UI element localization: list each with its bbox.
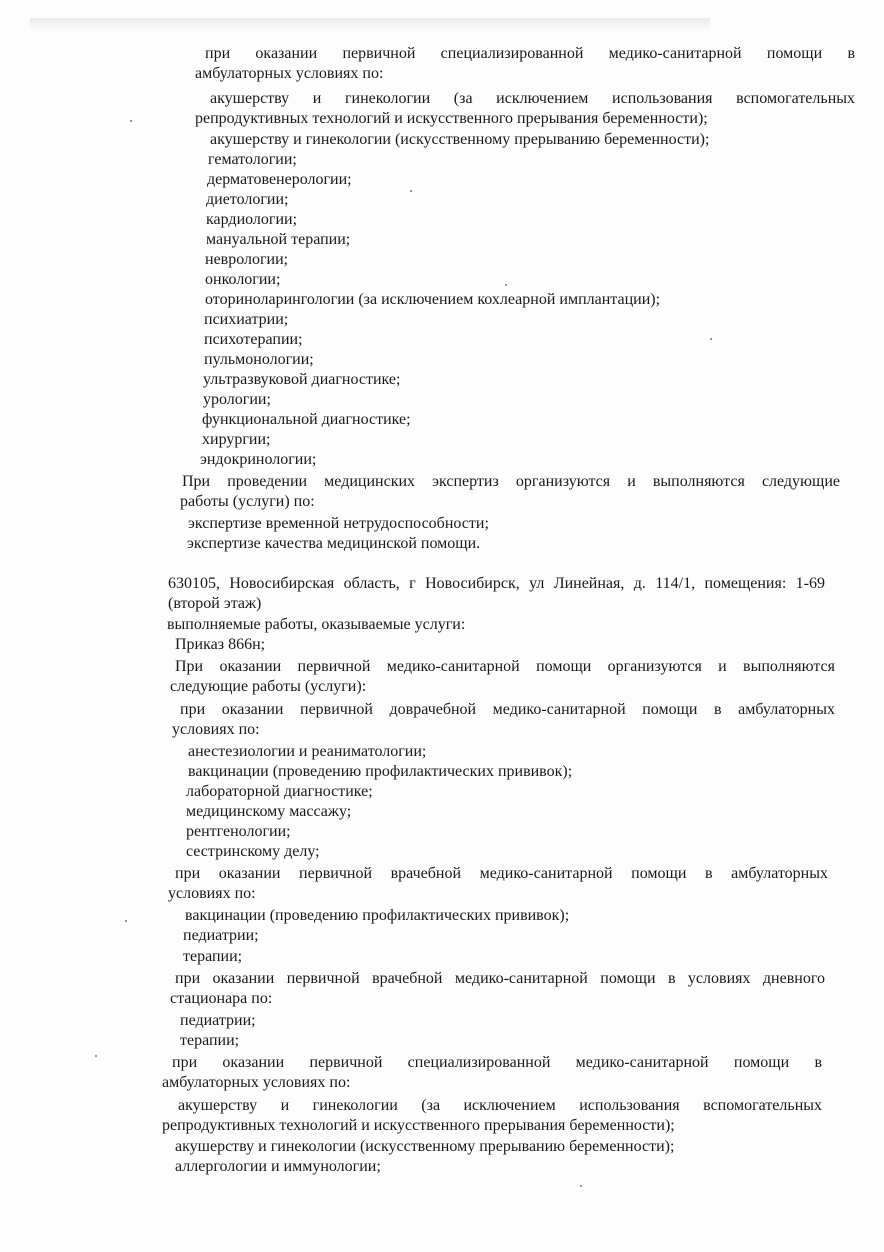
- scan-speck: [710, 338, 712, 340]
- text-line: терапии;: [183, 948, 243, 965]
- text-line: амбулаторных условиях по:: [195, 65, 384, 82]
- text-line: экспертизе качества медицинской помощи.: [187, 535, 481, 552]
- text-line: акушерству и гинекологии (за исключением использования вспомогательных: [210, 90, 855, 107]
- text-line: сестринскому делу;: [186, 843, 320, 860]
- text-line: акушерству и гинекологии (искусственному прерыванию беременности);: [175, 1138, 675, 1155]
- text-line: диетологии;: [206, 191, 289, 208]
- text-line: акушерству и гинекологии (за исключением использования вспомогательных: [178, 1097, 822, 1114]
- scan-speck: [505, 284, 507, 286]
- text-line: ультразвуковой диагностике;: [203, 371, 401, 388]
- text-line: медицинскому массажу;: [186, 803, 352, 820]
- text-line: психиатрии;: [204, 311, 289, 328]
- text-line: экспертизе временной нетрудоспособности;: [188, 515, 489, 532]
- text-line: педиатрии;: [183, 927, 259, 944]
- text-line: Приказ 866н;: [175, 636, 266, 653]
- text-line: функциональной диагностике;: [202, 411, 411, 428]
- text-line: лабораторной диагностике;: [186, 783, 373, 800]
- text-line: мануальной терапии;: [206, 231, 351, 248]
- text-line: при оказании первичной доврачебной медико-санитарной помощи в амбулаторных: [180, 701, 835, 718]
- text-line: оториноларингологии (за исключением кохлеарной имплантации);: [205, 291, 661, 308]
- text-line: вакцинации (проведению профилактических прививок);: [185, 907, 570, 924]
- text-line: при оказании первичной специализированной медико-санитарной помощи в: [205, 45, 855, 62]
- text-line: урологии;: [203, 391, 271, 408]
- text-line: При проведении медицинских экспертиз организуются и выполняются следующие: [182, 473, 840, 490]
- text-line: при оказании первичной врачебной медико-санитарной помощи в условиях дневного: [175, 970, 825, 987]
- text-line: репродуктивных технологий и искусственного прерывания беременности);: [195, 110, 708, 127]
- text-line: эндокринологии;: [200, 451, 317, 468]
- text-line: (второй этаж): [168, 595, 262, 612]
- text-line: пульмонологии;: [204, 351, 314, 368]
- text-line: кардиологии;: [206, 211, 298, 228]
- scan-shadow: [30, 18, 710, 32]
- text-line: При оказании первичной медико-санитарной помощи организуются и выполняются: [175, 658, 835, 675]
- text-line: хирургии;: [202, 431, 271, 448]
- text-line: аллергологии и иммунологии;: [175, 1158, 381, 1175]
- text-line: условиях по:: [168, 885, 256, 902]
- text-line: при оказании первичной специализированной медико-санитарной помощи в: [172, 1054, 822, 1071]
- text-line: амбулаторных условиях по:: [162, 1074, 351, 1091]
- scan-speck: [95, 1055, 97, 1057]
- text-line: при оказании первичной врачебной медико-санитарной помощи в амбулаторных: [175, 865, 828, 882]
- text-line: дерматовенерологии;: [207, 171, 352, 188]
- scan-speck: [125, 920, 127, 922]
- text-line: стационара по:: [170, 990, 273, 1007]
- text-line: неврологии;: [205, 251, 289, 268]
- scan-speck: [410, 190, 412, 192]
- scan-speck: [130, 120, 132, 122]
- text-line: онкологии;: [205, 271, 281, 288]
- text-line: следующие работы (услуги):: [170, 678, 367, 695]
- text-line: психотерапии;: [204, 331, 303, 348]
- text-line: условиях по:: [172, 721, 260, 738]
- text-line: работы (услуги) по:: [180, 493, 315, 510]
- text-line: репродуктивных технологий и искусственного прерывания беременности);: [162, 1117, 675, 1134]
- text-line: вакцинации (проведению профилактических прививок);: [188, 763, 573, 780]
- text-line: акушерству и гинекологии (искусственному прерыванию беременности);: [210, 131, 710, 148]
- scan-speck: [580, 1185, 582, 1187]
- text-line: анестезиологии и реаниматологии;: [188, 743, 427, 760]
- text-line: рентгенологии;: [186, 823, 291, 840]
- text-line: терапии;: [180, 1032, 240, 1049]
- text-line: выполняемые работы, оказываемые услуги:: [167, 616, 466, 633]
- text-line: 630105, Новосибирская область, г Новосибирск, ул Линейная, д. 114/1, помещения: 1-69: [168, 575, 825, 592]
- text-line: гематологии;: [208, 151, 297, 168]
- text-line: педиатрии;: [180, 1012, 256, 1029]
